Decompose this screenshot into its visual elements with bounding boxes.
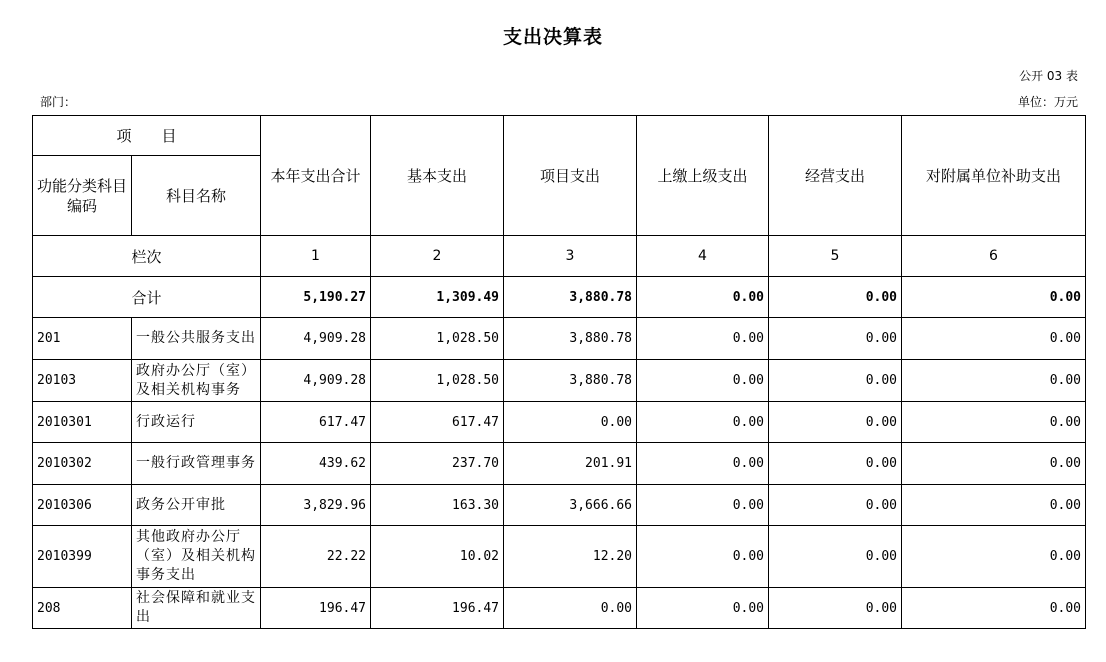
total-label: 合计 <box>33 277 261 318</box>
header-col-project: 项目支出 <box>504 116 637 236</box>
row-value: 10.02 <box>371 526 504 588</box>
row-value: 0.00 <box>902 443 1086 485</box>
lanci-number: 4 <box>637 236 769 277</box>
row-value: 22.22 <box>261 526 371 588</box>
row-value: 196.47 <box>261 588 371 629</box>
header-item: 项 目 <box>33 116 261 156</box>
row-code: 201 <box>33 318 132 360</box>
row-value: 0.00 <box>769 443 902 485</box>
table-row <box>33 318 1086 360</box>
table-row <box>33 443 1086 485</box>
lanci-label: 栏次 <box>33 236 261 277</box>
header-col-total: 本年支出合计 <box>261 116 371 236</box>
row-value: 196.47 <box>371 588 504 629</box>
header-col-subsidy: 对附属单位补助支出 <box>902 116 1086 236</box>
header-col-basic: 基本支出 <box>371 116 504 236</box>
total-value: 1,309.49 <box>371 277 504 318</box>
row-value: 0.00 <box>769 360 902 402</box>
unit-label: 单位：万元 <box>1017 95 1078 109</box>
row-value: 1,028.50 <box>371 360 504 402</box>
table-row <box>33 485 1086 526</box>
row-value: 0.00 <box>769 588 902 629</box>
row-value: 1,028.50 <box>371 318 504 360</box>
row-value: 3,880.78 <box>504 318 637 360</box>
row-value: 0.00 <box>902 318 1086 360</box>
row-value: 3,880.78 <box>504 360 637 402</box>
row-code: 2010302 <box>33 443 132 485</box>
row-value: 0.00 <box>769 526 902 588</box>
lanci-number: 2 <box>371 236 504 277</box>
row-code: 2010301 <box>33 402 132 443</box>
row-value: 0.00 <box>769 485 902 526</box>
row-name: 政府办公厅（室）及相关机构事务 <box>132 360 261 402</box>
row-value: 0.00 <box>637 443 769 485</box>
total-row <box>33 277 1086 318</box>
row-value: 0.00 <box>902 526 1086 588</box>
row-value: 0.00 <box>902 360 1086 402</box>
row-name: 一般公共服务支出 <box>132 318 261 360</box>
row-value: 12.20 <box>504 526 637 588</box>
row-value: 0.00 <box>637 485 769 526</box>
department-label: 部门： <box>40 95 77 109</box>
header-col-business: 经营支出 <box>769 116 902 236</box>
row-name: 一般行政管理事务 <box>132 443 261 485</box>
row-name: 社会保障和就业支出 <box>132 588 261 629</box>
row-value: 0.00 <box>637 318 769 360</box>
row-name: 行政运行 <box>132 402 261 443</box>
lanci-row <box>33 236 1086 277</box>
row-value: 0.00 <box>637 360 769 402</box>
row-value: 439.62 <box>261 443 371 485</box>
table-row <box>33 588 1086 629</box>
row-name: 其他政府办公厅（室）及相关机构事务支出 <box>132 526 261 588</box>
row-value: 0.00 <box>902 402 1086 443</box>
row-value: 0.00 <box>504 588 637 629</box>
row-value: 3,666.66 <box>504 485 637 526</box>
lanci-number: 3 <box>504 236 637 277</box>
row-value: 4,909.28 <box>261 318 371 360</box>
lanci-number: 5 <box>769 236 902 277</box>
row-value: 237.70 <box>371 443 504 485</box>
row-value: 0.00 <box>769 318 902 360</box>
table-row <box>33 402 1086 443</box>
row-value: 0.00 <box>637 526 769 588</box>
row-code: 208 <box>33 588 132 629</box>
lanci-number: 6 <box>902 236 1086 277</box>
row-value: 617.47 <box>371 402 504 443</box>
lanci-number: 1 <box>261 236 371 277</box>
row-value: 4,909.28 <box>261 360 371 402</box>
total-value: 0.00 <box>902 277 1086 318</box>
header-name: 科目名称 <box>132 156 261 236</box>
row-value: 201.91 <box>504 443 637 485</box>
row-value: 0.00 <box>637 588 769 629</box>
row-code: 20103 <box>33 360 132 402</box>
table-row <box>33 360 1086 402</box>
row-value: 0.00 <box>902 485 1086 526</box>
page-title: 支出决算表 <box>502 26 603 48</box>
total-value: 0.00 <box>637 277 769 318</box>
row-value: 617.47 <box>261 402 371 443</box>
form-number: 公开 03 表 <box>1019 69 1078 83</box>
row-code: 2010399 <box>33 526 132 588</box>
total-value: 3,880.78 <box>504 277 637 318</box>
row-value: 3,829.96 <box>261 485 371 526</box>
row-code: 2010306 <box>33 485 132 526</box>
table-row <box>33 526 1086 588</box>
row-name: 政务公开审批 <box>132 485 261 526</box>
row-value: 0.00 <box>504 402 637 443</box>
row-value: 0.00 <box>902 588 1086 629</box>
row-value: 163.30 <box>371 485 504 526</box>
header-code: 功能分类科目编码 <box>33 156 132 236</box>
total-value: 5,190.27 <box>261 277 371 318</box>
row-value: 0.00 <box>769 402 902 443</box>
total-value: 0.00 <box>769 277 902 318</box>
header-col-remit: 上缴上级支出 <box>637 116 769 236</box>
row-value: 0.00 <box>637 402 769 443</box>
expenditure-table <box>32 115 1086 629</box>
